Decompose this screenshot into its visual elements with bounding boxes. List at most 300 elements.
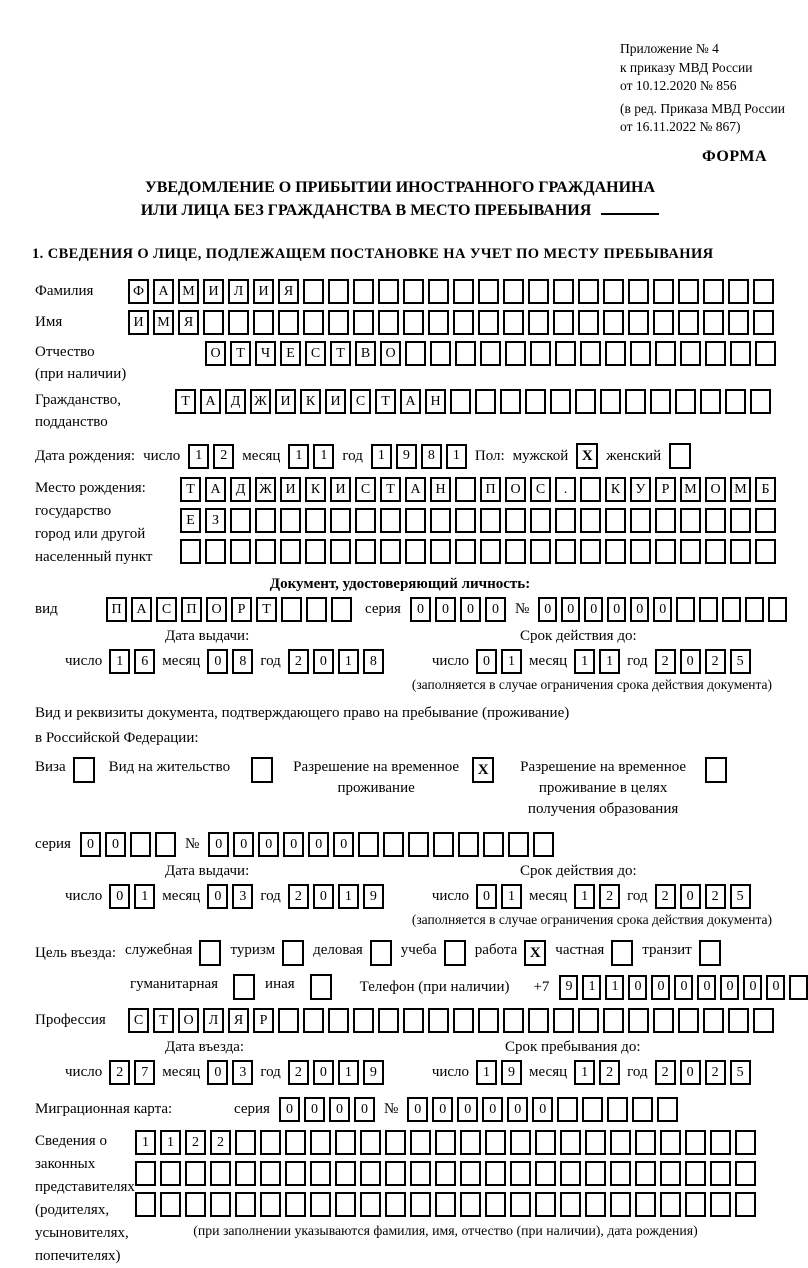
char-cell[interactable] [735,1130,756,1155]
char-cell[interactable]: 0 [584,597,603,622]
char-cell[interactable] [735,1192,756,1217]
char-cell[interactable] [230,508,251,533]
char-cell[interactable]: 0 [482,1097,503,1122]
char-cell[interactable] [553,1008,574,1033]
char-cell[interactable] [750,389,771,414]
char-cell[interactable] [378,310,399,335]
char-cell[interactable]: 1 [134,884,155,909]
char-cell[interactable]: Р [253,1008,274,1033]
char-cell[interactable] [353,310,374,335]
char-cell[interactable]: 1 [338,649,359,674]
char-cell[interactable]: 0 [258,832,279,857]
char-cell[interactable] [655,341,676,366]
char-cell[interactable] [455,539,476,564]
char-cell[interactable] [328,279,349,304]
char-cell[interactable] [630,508,651,533]
char-cell[interactable] [380,539,401,564]
char-cell[interactable] [510,1161,531,1186]
char-cell[interactable]: П [181,597,202,622]
char-cell[interactable]: 0 [233,832,254,857]
char-cell[interactable]: 2 [109,1060,130,1085]
char-cell[interactable] [580,341,601,366]
char-cell[interactable] [485,1192,506,1217]
char-cell[interactable]: У [630,477,651,502]
char-cell[interactable] [705,539,726,564]
char-cell[interactable]: Т [380,477,401,502]
char-cell[interactable]: И [203,279,224,304]
char-cell[interactable] [130,832,151,857]
char-cell[interactable] [535,1192,556,1217]
char-cell[interactable] [228,310,249,335]
char-cell[interactable] [653,310,674,335]
char-cell[interactable]: Т [180,477,201,502]
char-cell[interactable] [508,832,529,857]
char-cell[interactable]: 0 [766,975,785,1000]
char-cell[interactable] [610,1161,631,1186]
char-cell[interactable] [480,539,501,564]
char-cell[interactable]: 0 [109,884,130,909]
char-cell[interactable] [180,539,201,564]
char-cell[interactable]: 0 [561,597,580,622]
char-cell[interactable]: 9 [501,1060,522,1085]
female-checkbox[interactable] [669,443,691,469]
char-cell[interactable]: 0 [313,1060,334,1085]
char-cell[interactable]: 0 [630,597,649,622]
char-cell[interactable] [585,1192,606,1217]
char-cell[interactable] [478,1008,499,1033]
char-cell[interactable] [278,310,299,335]
char-cell[interactable]: С [128,1008,149,1033]
char-cell[interactable]: А [405,477,426,502]
char-cell[interactable] [528,310,549,335]
char-cell[interactable] [610,1130,631,1155]
char-cell[interactable]: 0 [80,832,101,857]
char-cell[interactable]: Ч [255,341,276,366]
char-cell[interactable] [528,279,549,304]
char-cell[interactable]: С [530,477,551,502]
char-cell[interactable]: 0 [680,649,701,674]
char-cell[interactable] [555,539,576,564]
char-cell[interactable]: 2 [655,1060,676,1085]
char-cell[interactable] [560,1192,581,1217]
char-cell[interactable] [628,1008,649,1033]
char-cell[interactable] [600,389,621,414]
char-cell[interactable]: 1 [574,649,595,674]
char-cell[interactable]: 0 [720,975,739,1000]
purpose-business-checkbox[interactable] [370,940,392,966]
char-cell[interactable] [789,975,808,1000]
char-cell[interactable]: 0 [313,649,334,674]
char-cell[interactable]: 8 [421,444,442,469]
char-cell[interactable] [768,597,787,622]
char-cell[interactable]: 0 [304,1097,325,1122]
char-cell[interactable] [655,539,676,564]
char-cell[interactable] [253,310,274,335]
char-cell[interactable] [455,508,476,533]
char-cell[interactable] [430,539,451,564]
char-cell[interactable] [580,477,601,502]
char-cell[interactable] [383,832,404,857]
char-cell[interactable] [410,1192,431,1217]
char-cell[interactable] [603,1008,624,1033]
char-cell[interactable] [578,279,599,304]
char-cell[interactable] [455,341,476,366]
char-cell[interactable]: 2 [599,884,620,909]
char-cell[interactable]: О [505,477,526,502]
char-cell[interactable] [560,1161,581,1186]
char-cell[interactable] [676,597,695,622]
char-cell[interactable]: 0 [432,1097,453,1122]
char-cell[interactable]: 0 [283,832,304,857]
char-cell[interactable]: К [300,389,321,414]
char-cell[interactable] [753,1008,774,1033]
char-cell[interactable] [678,310,699,335]
char-cell[interactable] [480,508,501,533]
char-cell[interactable] [235,1130,256,1155]
char-cell[interactable] [635,1130,656,1155]
char-cell[interactable] [578,1008,599,1033]
char-cell[interactable] [360,1130,381,1155]
char-cell[interactable]: 0 [208,832,229,857]
char-cell[interactable]: 2 [705,1060,726,1085]
char-cell[interactable]: 0 [407,1097,428,1122]
char-cell[interactable] [303,310,324,335]
char-cell[interactable]: 9 [396,444,417,469]
char-cell[interactable]: Я [178,310,199,335]
char-cell[interactable]: Д [225,389,246,414]
char-cell[interactable] [530,341,551,366]
char-cell[interactable] [505,508,526,533]
char-cell[interactable] [405,539,426,564]
char-cell[interactable] [528,1008,549,1033]
char-cell[interactable]: 9 [363,884,384,909]
char-cell[interactable] [453,279,474,304]
char-cell[interactable] [335,1130,356,1155]
male-checkbox[interactable]: X [576,443,598,469]
char-cell[interactable] [305,539,326,564]
char-cell[interactable] [435,1161,456,1186]
char-cell[interactable]: О [206,597,227,622]
char-cell[interactable] [722,597,741,622]
purpose-private-checkbox[interactable] [611,940,633,966]
temporary-residence-checkbox[interactable]: X [472,757,494,783]
char-cell[interactable]: Л [228,279,249,304]
char-cell[interactable] [535,1161,556,1186]
char-cell[interactable]: 0 [105,832,126,857]
char-cell[interactable] [135,1192,156,1217]
char-cell[interactable] [433,832,454,857]
char-cell[interactable]: З [205,508,226,533]
char-cell[interactable]: 2 [288,1060,309,1085]
char-cell[interactable] [650,389,671,414]
char-cell[interactable] [135,1161,156,1186]
char-cell[interactable] [285,1130,306,1155]
char-cell[interactable] [428,310,449,335]
char-cell[interactable] [353,279,374,304]
char-cell[interactable]: М [680,477,701,502]
char-cell[interactable] [278,1008,299,1033]
char-cell[interactable] [385,1161,406,1186]
char-cell[interactable]: 2 [599,1060,620,1085]
char-cell[interactable]: 1 [574,1060,595,1085]
purpose-work-checkbox[interactable]: X [524,940,546,966]
char-cell[interactable] [533,832,554,857]
char-cell[interactable]: И [128,310,149,335]
char-cell[interactable]: П [106,597,127,622]
char-cell[interactable]: 0 [457,1097,478,1122]
char-cell[interactable]: 2 [185,1130,206,1155]
char-cell[interactable]: 0 [279,1097,300,1122]
char-cell[interactable]: 0 [207,649,228,674]
char-cell[interactable] [210,1192,231,1217]
char-cell[interactable]: 1 [446,444,467,469]
char-cell[interactable] [260,1192,281,1217]
char-cell[interactable] [580,508,601,533]
char-cell[interactable] [453,1008,474,1033]
char-cell[interactable] [585,1161,606,1186]
char-cell[interactable]: 8 [363,649,384,674]
char-cell[interactable]: 9 [363,1060,384,1085]
char-cell[interactable] [328,1008,349,1033]
char-cell[interactable] [703,310,724,335]
char-cell[interactable]: 8 [232,649,253,674]
char-cell[interactable] [680,341,701,366]
char-cell[interactable] [403,1008,424,1033]
char-cell[interactable] [605,508,626,533]
char-cell[interactable] [730,539,751,564]
char-cell[interactable] [660,1130,681,1155]
char-cell[interactable] [505,539,526,564]
char-cell[interactable] [235,1161,256,1186]
char-cell[interactable] [510,1192,531,1217]
education-residence-checkbox[interactable] [705,757,727,783]
char-cell[interactable]: 0 [538,597,557,622]
char-cell[interactable]: И [275,389,296,414]
char-cell[interactable]: Т [256,597,277,622]
char-cell[interactable]: Т [230,341,251,366]
purpose-tourism-checkbox[interactable] [282,940,304,966]
char-cell[interactable]: 2 [210,1130,231,1155]
char-cell[interactable]: С [355,477,376,502]
char-cell[interactable]: 0 [507,1097,528,1122]
char-cell[interactable] [430,341,451,366]
char-cell[interactable]: 0 [651,975,670,1000]
char-cell[interactable] [525,389,546,414]
char-cell[interactable]: 0 [329,1097,350,1122]
char-cell[interactable]: 5 [730,884,751,909]
char-cell[interactable] [580,539,601,564]
char-cell[interactable] [205,539,226,564]
purpose-official-checkbox[interactable] [199,940,221,966]
char-cell[interactable] [353,1008,374,1033]
char-cell[interactable] [380,508,401,533]
char-cell[interactable] [505,341,526,366]
char-cell[interactable] [728,279,749,304]
char-cell[interactable]: Р [655,477,676,502]
char-cell[interactable] [408,832,429,857]
char-cell[interactable] [635,1192,656,1217]
char-cell[interactable] [310,1161,331,1186]
char-cell[interactable]: Я [278,279,299,304]
char-cell[interactable]: Б [755,477,776,502]
char-cell[interactable]: 2 [705,884,726,909]
char-cell[interactable]: А [131,597,152,622]
char-cell[interactable] [632,1097,653,1122]
char-cell[interactable] [303,279,324,304]
char-cell[interactable]: Л [203,1008,224,1033]
char-cell[interactable] [503,279,524,304]
char-cell[interactable] [306,597,327,622]
char-cell[interactable]: 1 [501,884,522,909]
char-cell[interactable] [635,1161,656,1186]
char-cell[interactable] [675,389,696,414]
char-cell[interactable]: О [205,341,226,366]
char-cell[interactable] [328,310,349,335]
char-cell[interactable]: Т [330,341,351,366]
char-cell[interactable] [705,508,726,533]
char-cell[interactable] [557,1097,578,1122]
char-cell[interactable] [378,279,399,304]
char-cell[interactable] [485,1130,506,1155]
char-cell[interactable] [285,1192,306,1217]
char-cell[interactable]: 7 [134,1060,155,1085]
char-cell[interactable]: 2 [705,649,726,674]
char-cell[interactable]: И [325,389,346,414]
char-cell[interactable] [280,508,301,533]
char-cell[interactable] [230,539,251,564]
char-cell[interactable] [255,539,276,564]
char-cell[interactable]: 6 [134,649,155,674]
char-cell[interactable]: 9 [559,975,578,1000]
char-cell[interactable]: 0 [308,832,329,857]
char-cell[interactable] [553,310,574,335]
char-cell[interactable] [405,508,426,533]
char-cell[interactable]: Д [230,477,251,502]
char-cell[interactable]: 2 [213,444,234,469]
char-cell[interactable] [405,341,426,366]
char-cell[interactable]: 1 [338,884,359,909]
char-cell[interactable] [335,1192,356,1217]
char-cell[interactable] [285,1161,306,1186]
char-cell[interactable]: 1 [582,975,601,1000]
char-cell[interactable]: М [153,310,174,335]
char-cell[interactable] [155,832,176,857]
char-cell[interactable]: А [400,389,421,414]
char-cell[interactable] [685,1161,706,1186]
char-cell[interactable] [728,1008,749,1033]
char-cell[interactable] [530,508,551,533]
char-cell[interactable]: 0 [207,1060,228,1085]
purpose-transit-checkbox[interactable] [699,940,721,966]
char-cell[interactable]: 0 [313,884,334,909]
purpose-other-checkbox[interactable] [310,974,332,1000]
char-cell[interactable]: М [730,477,751,502]
char-cell[interactable] [355,508,376,533]
char-cell[interactable] [630,341,651,366]
char-cell[interactable]: 0 [354,1097,375,1122]
char-cell[interactable] [500,389,521,414]
char-cell[interactable]: О [705,477,726,502]
char-cell[interactable]: Т [175,389,196,414]
char-cell[interactable] [578,310,599,335]
char-cell[interactable] [660,1161,681,1186]
char-cell[interactable]: Т [153,1008,174,1033]
char-cell[interactable]: О [380,341,401,366]
char-cell[interactable] [653,279,674,304]
char-cell[interactable]: С [305,341,326,366]
char-cell[interactable] [678,1008,699,1033]
char-cell[interactable] [503,1008,524,1033]
visa-checkbox[interactable] [73,757,95,783]
char-cell[interactable] [435,1130,456,1155]
char-cell[interactable]: 5 [730,649,751,674]
char-cell[interactable] [160,1192,181,1217]
char-cell[interactable] [385,1192,406,1217]
char-cell[interactable] [475,389,496,414]
char-cell[interactable]: 0 [476,649,497,674]
char-cell[interactable]: Р [231,597,252,622]
char-cell[interactable]: О [178,1008,199,1033]
char-cell[interactable] [555,508,576,533]
char-cell[interactable] [560,1130,581,1155]
char-cell[interactable] [755,341,776,366]
char-cell[interactable] [410,1161,431,1186]
char-cell[interactable] [703,279,724,304]
char-cell[interactable]: В [355,341,376,366]
char-cell[interactable] [745,597,764,622]
char-cell[interactable] [685,1192,706,1217]
char-cell[interactable] [460,1161,481,1186]
char-cell[interactable] [335,1161,356,1186]
char-cell[interactable] [403,310,424,335]
char-cell[interactable] [660,1192,681,1217]
char-cell[interactable]: 0 [743,975,762,1000]
char-cell[interactable] [210,1161,231,1186]
char-cell[interactable] [710,1192,731,1217]
char-cell[interactable] [378,1008,399,1033]
char-cell[interactable]: Е [280,341,301,366]
char-cell[interactable] [730,508,751,533]
char-cell[interactable] [385,1130,406,1155]
char-cell[interactable] [607,1097,628,1122]
char-cell[interactable]: С [156,597,177,622]
char-cell[interactable] [730,341,751,366]
char-cell[interactable] [453,310,474,335]
char-cell[interactable]: 1 [338,1060,359,1085]
char-cell[interactable]: Т [375,389,396,414]
char-cell[interactable] [260,1130,281,1155]
char-cell[interactable]: 2 [655,649,676,674]
char-cell[interactable] [585,1130,606,1155]
char-cell[interactable]: Н [430,477,451,502]
char-cell[interactable] [403,279,424,304]
char-cell[interactable] [480,341,501,366]
char-cell[interactable] [550,389,571,414]
char-cell[interactable]: 0 [410,597,431,622]
char-cell[interactable]: 1 [160,1130,181,1155]
char-cell[interactable] [355,539,376,564]
char-cell[interactable]: 0 [333,832,354,857]
char-cell[interactable] [305,508,326,533]
char-cell[interactable]: Ж [250,389,271,414]
char-cell[interactable] [235,1192,256,1217]
char-cell[interactable] [710,1161,731,1186]
residence-permit-checkbox[interactable] [251,757,273,783]
char-cell[interactable]: А [200,389,221,414]
char-cell[interactable]: 2 [288,884,309,909]
char-cell[interactable] [699,597,718,622]
char-cell[interactable] [360,1161,381,1186]
